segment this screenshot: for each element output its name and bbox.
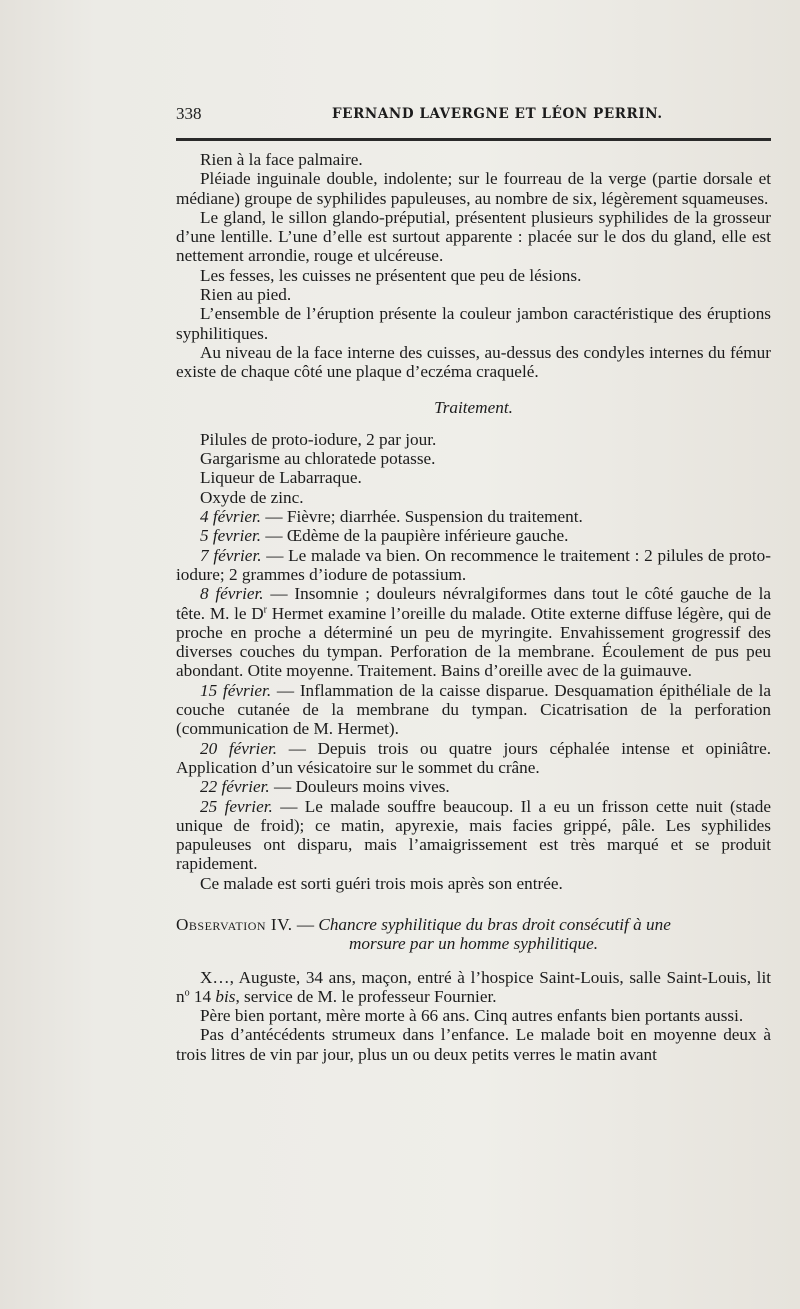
entry-text: — Inflammation de la caisse disparue. Desquamation épithéliale de la couche cutanée de la membrane du tympan. Cicatrisation de la perforation (communication de M. Hermet).: [176, 680, 771, 739]
entry-text: Hermet examine l’oreille du malade. Otite externe diffuse légère, qui de proche en proche a déterminé un peu de myringite. Envahissement grogressif des diverses couches du tympan. Perforation de la membrane. Écoulement de pus peu abondant. Otite moyenne. Traitement. Bains d’oreille avec de la guimauve.: [176, 603, 771, 681]
journal-entry: [176, 584, 771, 680]
journal-entry: [176, 526, 771, 545]
observation-title-line1: Chancre syphilitique du bras droit consécutif à une: [318, 914, 671, 934]
observation-heading: [176, 915, 771, 954]
case-paragraph: [176, 968, 771, 1007]
entry-text: — Insomnie ; douleurs névralgiformes dans tout le côté gauche de la tête. M. le D: [176, 584, 771, 623]
case-paragraph: Pas d’antécédents strumeux dans l’enfance. Le malade boit en moyenne deux à trois litres de vin par jour, plus un ou deux petits verres le matin avant: [176, 1025, 771, 1064]
entry-text: — Fièvre; diarrhée. Suspension du traitement.: [261, 507, 583, 527]
superscript: o: [184, 987, 190, 999]
treatment-item: Pilules de proto-iodure, 2 par jour.: [200, 429, 437, 449]
observation-dash: —: [292, 914, 319, 934]
entry-text: — Œdème de la paupière inférieure gauche.: [261, 526, 569, 546]
case-text: , service de M. le professeur Fournier.: [235, 986, 497, 1006]
treatment-item: Gargarisme au chloratede potasse.: [200, 449, 436, 469]
entry-date: 22 février.: [200, 777, 270, 797]
case-text: X…, Auguste, 34 ans, maçon, entré à l’hospice Saint-Louis, salle Saint-Louis, lit n: [176, 967, 771, 1006]
spacer: [176, 954, 771, 968]
entry-text: — Douleurs moins vives.: [269, 777, 450, 797]
paragraph: Les fesses, les cuisses ne présentent que peu de lésions.: [200, 265, 582, 285]
entry-date: 8 février.: [200, 584, 264, 604]
treatment-item: Oxyde de zinc.: [200, 487, 304, 507]
section-title: Traitement.: [434, 397, 513, 417]
paragraph: Le gland, le sillon glando-préputial, présentent plusieurs syphilides de la grosseur d’une lentille. L’une d’elle est surtout apparente : placée sur le dos du gland, elle est nettement arrondie, rouge et ulcéreuse.: [176, 207, 771, 266]
entry-date: 7 février.: [200, 545, 262, 565]
page-number: 338: [176, 104, 202, 123]
entry-date: 4 février.: [200, 507, 262, 527]
journal-entry: [176, 777, 771, 796]
entry-date: 20 février.: [200, 738, 278, 758]
entry-text: — Depuis trois ou quatre jours céphalée intense et opiniâtre. Application d’un vésicatoire sur le sommet du crâne.: [176, 738, 771, 777]
page-header: [176, 104, 771, 124]
journal-entry: [176, 681, 771, 739]
journal-entry: [176, 546, 771, 585]
paragraph: Pléiade inguinale double, indolente; sur le fourreau de la verge (partie dorsale et médiane) groupe de syphilides papuleuses, au nombre de six, légèrement squameuses.: [176, 169, 771, 208]
paragraph: Rien au pied.: [200, 285, 292, 305]
header-rule: [176, 138, 771, 141]
journal-entry: Ce malade est sorti guéri trois mois après son entrée.: [200, 873, 563, 893]
journal-entry: [176, 739, 771, 778]
case-paragraph: Père bien portant, mère morte à 66 ans. Cinq autres enfants bien portants aussi.: [200, 1006, 744, 1026]
case-text: 14: [189, 986, 216, 1006]
entry-text: — Le malade va bien. On recommence le traitement : 2 pilules de proto-iodure; 2 grammes d’iodure de potassium.: [176, 545, 771, 584]
superscript: r: [263, 603, 268, 615]
running-title: FERNAND LAVERGNE ET LÉON PERRIN.: [332, 106, 663, 122]
journal-entry: [176, 797, 771, 874]
journal-entry: [176, 507, 771, 526]
entry-text: — Le malade souffre beaucoup. Il a eu un frisson cette nuit (stade unique de froid); ce matin, apyrexie, mais facies grippé, pâle. Les syphilides papuleuses ont disparu, mais l’amaigrissement est très marqué et se produit rapidement.: [176, 796, 771, 874]
paragraph: Rien à la face palmaire.: [200, 150, 363, 169]
page-body: [176, 150, 771, 1064]
entry-date: 5 fevrier.: [200, 526, 262, 546]
entry-date: 25 fevrier.: [200, 796, 273, 816]
observation-label: Observation IV.: [176, 914, 293, 934]
case-bis: bis: [215, 986, 236, 1006]
entry-date: 15 février.: [200, 680, 272, 700]
paragraph: L’ensemble de l’éruption présente la couleur jambon caractéristique des éruptions syphilitiques.: [176, 304, 771, 343]
observation-title-line2: morsure par un homme syphilitique.: [348, 934, 599, 954]
paragraph: Au niveau de la face interne des cuisses, au-dessus des condyles internes du fémur existe de chaque côté une plaque d’eczéma craquelé.: [176, 342, 771, 382]
treatment-item: Liqueur de Labarraque.: [200, 468, 362, 488]
